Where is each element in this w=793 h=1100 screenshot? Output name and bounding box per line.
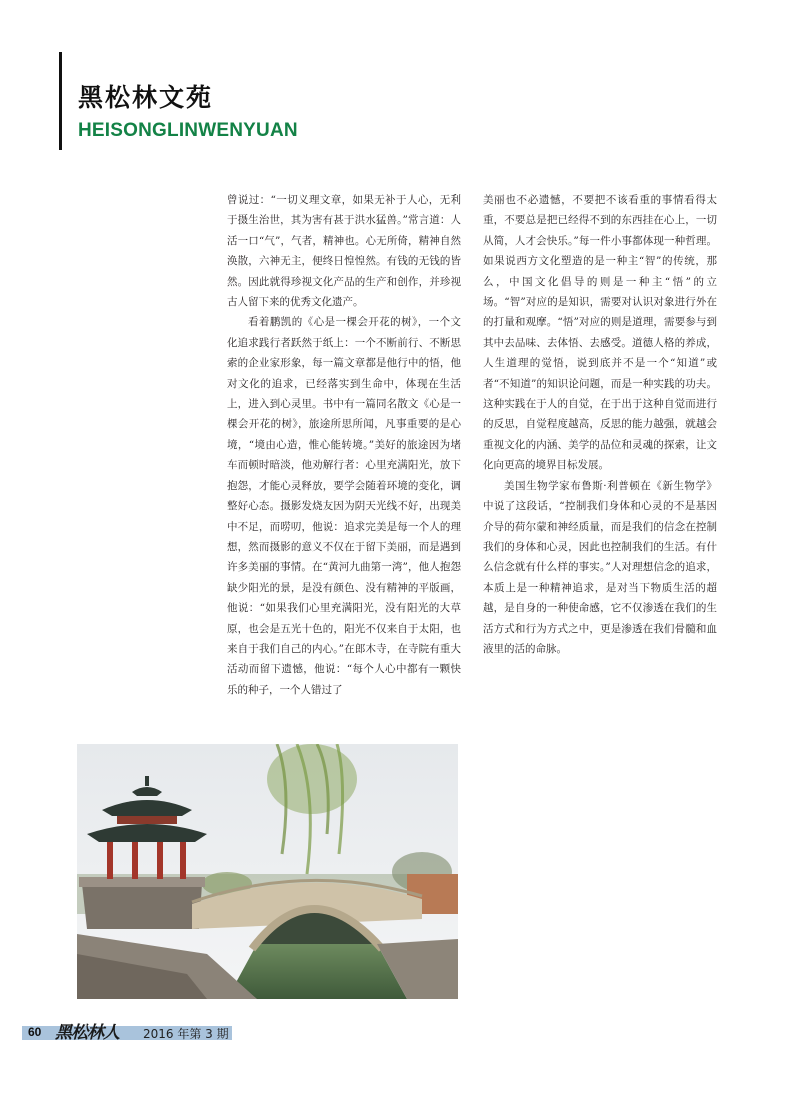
article-column-right	[483, 190, 717, 659]
paragraph: 看着鹏凯的《心是一棵会开花的树》，一个文化追求践行者跃然于纸上：一个不断前行、不断思索的企业家形象，每一篇文章都是他行中的悟，他对文化的追求，已经落实到生命中，体现在生活上，进入到心灵里。书中有一篇同名散文《心是一棵会开花的树》，旅途所思所闻，凡事重要的是心境，“境由心造，惟心能转境。”美好的旅途因为堵车而顿时暗淡，他劝解行者：心里充满阳光，放下抱怨，才能心灵释放，要学会随着环境的变化，调整好心态。摄影发烧友因为阴天光线不好，出现美中不足，而唠叨，他说：追求完美是每一个人的理想，然而摄影的意义不仅在于留下美丽，而是遇到许多美丽的事情。在“黄河九曲第一湾”，他人抱怨缺少阳光的景，是没有颜色、没有精神的平版画，他说：“如果我们心里充满阳光，没有阳光的大草原，也会是五光十色的，阳光不仅来自于太阳，也来自于我们自己的内心。”在郎木寺，在寺院有重大活动而留下遗憾，他说：“每个人心中都有一颗快乐的种子，一个人错过了	[227, 316, 461, 696]
paragraph: 美丽也不必遗憾，不要把不该看重的事情看得太重，不要总是把已经得不到的东西挂在心上，一切从简，人才会快乐。”每一件小事都体现一种哲理。如果说西方文化塑造的是一种主“智”的传统，那么，中国文化倡导的则是一种主“悟”的立场。“智”对应的是知识，需要对认识对象进行外在的打量和观摩。“悟”对应的则是道理，需要参与到其中去品味、去体悟、去感受。道德人格的养成，人生道理的觉悟，说到底并不是一个“知道”或者“不知道”的知识论问题，而是一种实践的功夫。这种实践在于人的自觉，在于出于这种自觉而进行的反思，自觉程度越高，反思的能力越强，就越会重视文化的内涵、美学的品位和灵魂的探索，让文化向更高的境界目标发展。	[483, 194, 717, 472]
pagoda-bridge-illustration	[77, 744, 458, 999]
magazine-logo: 黑松林人	[55, 1023, 119, 1043]
issue-label: 2016 年第 3 期	[143, 1027, 229, 1041]
paragraph: 曾说过：“一切义理文章，如果无补于人心，无利于摄生治世，其为害有甚于洪水猛兽。”常言道：人活一口“气”，气者，精神也。心无所倚，精神自然涣散，六神无主，便终日惶惶然。有钱的无钱的皆然。因此就得珍视文化产品的生产和创作，并珍视古人留下来的优秀文化遗产。	[227, 194, 461, 309]
article-photo	[77, 744, 458, 999]
section-title: 黑松林文苑	[78, 83, 214, 112]
header-accent-bar	[59, 52, 62, 150]
section-title-pinyin: HEISONGLINWENYUAN	[78, 120, 298, 141]
article-column-left	[227, 190, 461, 700]
page-number: 60	[28, 1025, 42, 1039]
paragraph: 美国生物学家布鲁斯·利普顿在《新生物学》中说了这段话，“控制我们身体和心灵的不是基因介导的荷尔蒙和神经质量，而是我们的信念在控制我们的身体和心灵，因此也控制我们的生活。有什么信念就有什么样的事实。”人对理想信念的追求，本质上是一种精神追求，是对当下物质生活的超越，是自身的一种使命感，它不仅渗透在我们的生活方式和行为方式之中，更是渗透在我们骨髓和血液里的活的命脉。	[483, 479, 717, 655]
